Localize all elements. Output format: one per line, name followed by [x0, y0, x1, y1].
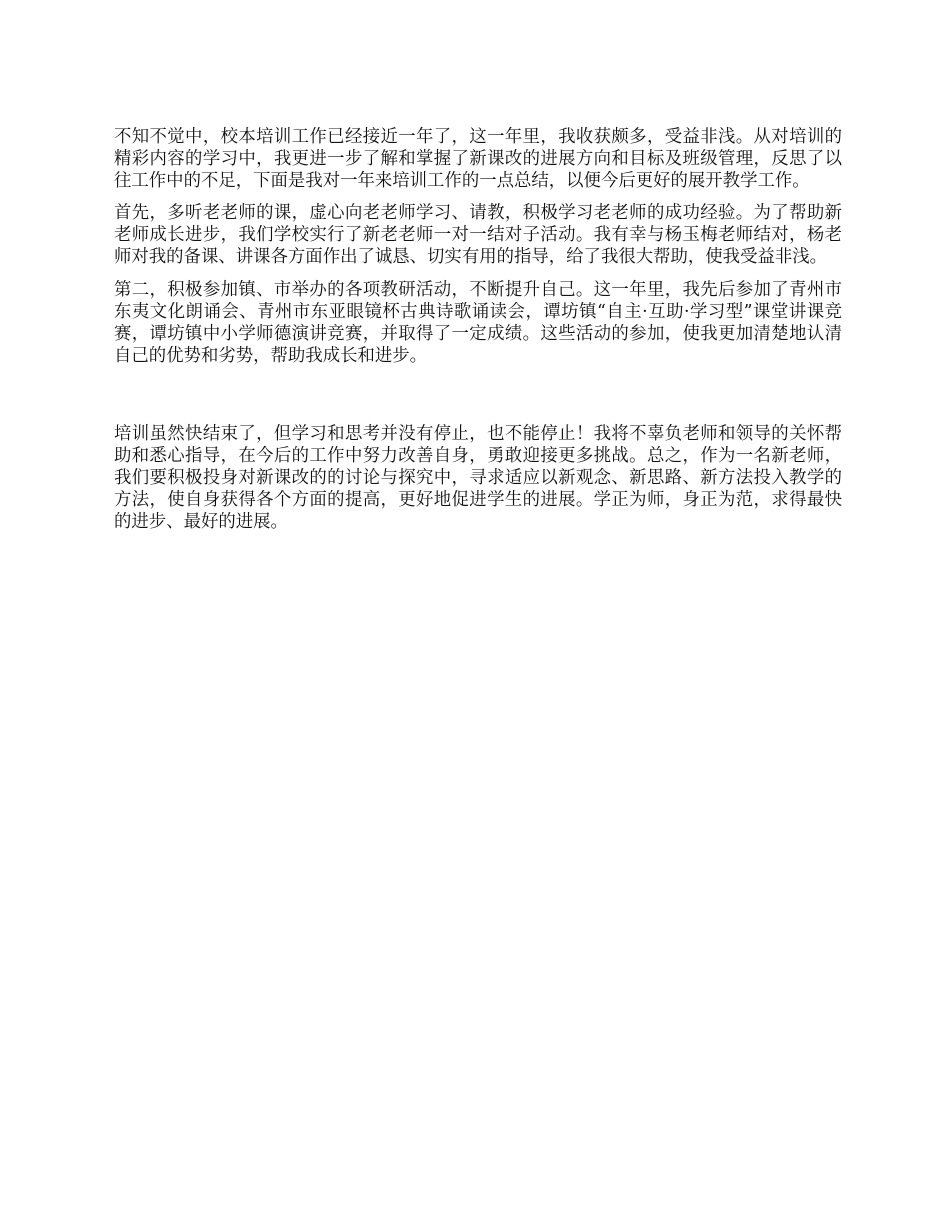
- paragraph-intro: 不知不觉中，校本培训工作已经接近一年了，这一年里，我收获颇多，受益非浅。从对培训的精彩内容的学习中，我更进一步了解和掌握了新课改的进展方向和目标及班级管理，反思了以往工作中的不足，下面是我对一年来培训工作的一点总结，以便今后更好的展开教学工作。: [114, 127, 842, 191]
- paragraph-first-point: 首先，多听老老师的课，虚心向老老师学习、请教，积极学习老老师的成功经验。为了帮助新老师成长进步，我们学校实行了新老老师一对一结对子活动。我有幸与杨玉梅老师结对，杨老师对我的备课、讲课各方面作出了诚恳、切实有用的指导，给了我很大帮助，使我受益非浅。: [114, 203, 842, 267]
- document-body: [114, 126, 842, 533]
- paragraph-second-point: 第二，积极参加镇、市举办的各项教研活动，不断提升自己。这一年里，我先后参加了青州市东夷文化朗诵会、青州市东亚眼镜杯古典诗歌诵读会，谭坊镇“自主·互助·学习型”课堂讲课竞赛，谭坊镇中小学师德演讲竞赛，并取得了一定成绩。这些活动的参加，使我更加清楚地认清自己的优势和劣势，帮助我成长和进步。: [114, 280, 842, 366]
- paragraph-conclusion: 培训虽然快结束了，但学习和思考并没有停止，也不能停止！我将不辜负老师和领导的关怀帮助和悉心指导，在今后的工作中努力改善自身，勇敢迎接更多挑战。总之，作为一名新老师，我们要积极投身对新课改的的讨论与探究中，寻求适应以新观念、新思路、新方法投入教学的方法，使自身获得各个方面的提高，更好地促进学生的进展。学正为师，身正为范，求得最快的进步、最好的进展。: [114, 424, 842, 532]
